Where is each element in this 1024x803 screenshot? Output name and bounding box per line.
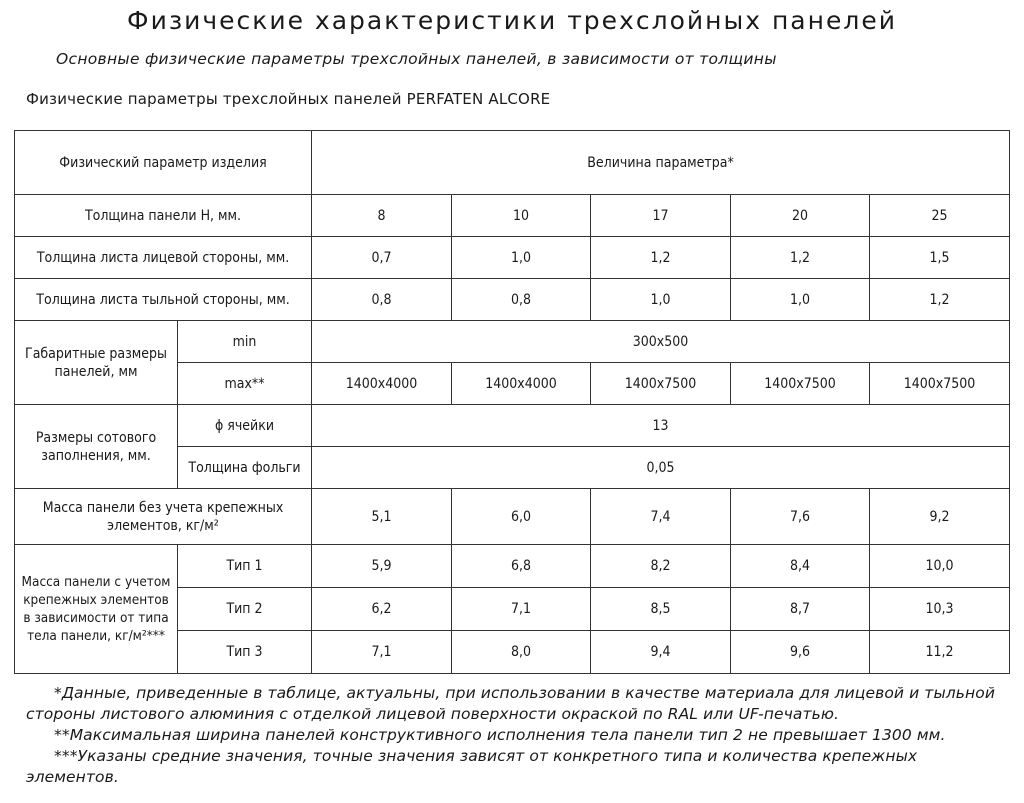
cell: 1400x4000 <box>312 363 452 405</box>
footnote-2: **Максимальная ширина панелей конструктивного исполнения тела панели тип 2 не превышает 1300 мм. <box>54 726 946 744</box>
table-row-back-sheet <box>15 279 1010 321</box>
sub-label: Толщина фольги <box>178 447 312 489</box>
footnote-1: *Данные, приведенные в таблице, актуальны, при использовании в качестве материала для лицевой и тыльной стороны листового алюминия с отделкой лицевой поверхности окраской по RAL или UF-печатью. <box>26 684 996 723</box>
cell: 9,2 <box>870 489 1010 545</box>
sub-label: min <box>178 321 312 363</box>
cell: 0,7 <box>312 237 452 279</box>
row-label: Масса панели без учета крепежных элементов, кг/м² <box>15 489 312 545</box>
cell: 9,4 <box>591 631 731 674</box>
sub-label: Тип 1 <box>178 545 312 588</box>
parameters-table <box>14 130 1010 674</box>
cell: 5,9 <box>312 545 452 588</box>
footnotes <box>26 683 1011 788</box>
cell: 7,1 <box>452 588 591 631</box>
table-caption: Физические параметры трехслойных панелей PERFATEN ALCORE <box>26 90 551 108</box>
table-row-thickness <box>15 195 1010 237</box>
cell: 1400x7500 <box>731 363 870 405</box>
cell: 0,05 <box>312 447 1010 489</box>
sub-label: Тип 2 <box>178 588 312 631</box>
cell: 1400x7500 <box>591 363 731 405</box>
cell: 8,0 <box>452 631 591 674</box>
cell: 11,2 <box>870 631 1010 674</box>
cell: 1,0 <box>591 279 731 321</box>
cell: 25 <box>870 195 1010 237</box>
cell: 1,2 <box>870 279 1010 321</box>
cell: 0,8 <box>452 279 591 321</box>
cell: 7,4 <box>591 489 731 545</box>
page-subtitle: Основные физические параметры трехслойных панелей, в зависимости от толщины <box>56 50 777 68</box>
cell: 1400x7500 <box>870 363 1010 405</box>
sub-label: max** <box>178 363 312 405</box>
table-row-face-sheet <box>15 237 1010 279</box>
cell: 10,3 <box>870 588 1010 631</box>
cell: 1400x4000 <box>452 363 591 405</box>
table-row-honeycomb-cell <box>15 405 1010 447</box>
row-label: Толщина листа тыльной стороны, мм. <box>15 279 312 321</box>
footnote-3: ***Указаны средние значения, точные значения зависят от конкретного типа и количества крепежных элементов. <box>26 747 918 786</box>
cell: 8,5 <box>591 588 731 631</box>
cell: 1,5 <box>870 237 1010 279</box>
cell: 6,8 <box>452 545 591 588</box>
row-label: Размеры сотового заполнения, мм. <box>15 405 178 489</box>
cell: 0,8 <box>312 279 452 321</box>
cell: 8 <box>312 195 452 237</box>
cell: 8,2 <box>591 545 731 588</box>
cell: 10,0 <box>870 545 1010 588</box>
row-label: Толщина листа лицевой стороны, мм. <box>15 237 312 279</box>
row-label: Толщина панели Н, мм. <box>15 195 312 237</box>
cell: 9,6 <box>731 631 870 674</box>
row-label: Габаритные размеры панелей, мм <box>15 321 178 405</box>
row-label: Масса панели с учетом крепежных элементов в зависимости от типа тела панели, кг/м²*** <box>15 545 178 674</box>
table-row-dimensions-min <box>15 321 1010 363</box>
param-header: Физический параметр изделия <box>15 131 312 195</box>
cell: 1,2 <box>731 237 870 279</box>
cell: 6,2 <box>312 588 452 631</box>
cell: 1,0 <box>452 237 591 279</box>
cell: 10 <box>452 195 591 237</box>
cell: 8,4 <box>731 545 870 588</box>
cell: 13 <box>312 405 1010 447</box>
sub-label: Тип 3 <box>178 631 312 674</box>
table-row-mass-type-1 <box>15 545 1010 588</box>
cell: 7,6 <box>731 489 870 545</box>
cell: 17 <box>591 195 731 237</box>
table-header-row <box>15 131 1010 195</box>
cell: 7,1 <box>312 631 452 674</box>
table-row-mass <box>15 489 1010 545</box>
cell: 300x500 <box>312 321 1010 363</box>
cell: 6,0 <box>452 489 591 545</box>
sub-label: ϕ ячейки <box>178 405 312 447</box>
value-header: Величина параметра* <box>312 131 1010 195</box>
cell: 1,2 <box>591 237 731 279</box>
cell: 5,1 <box>312 489 452 545</box>
cell: 1,0 <box>731 279 870 321</box>
cell: 20 <box>731 195 870 237</box>
page-title: Физические характеристики трехслойных панелей <box>127 6 897 35</box>
cell: 8,7 <box>731 588 870 631</box>
